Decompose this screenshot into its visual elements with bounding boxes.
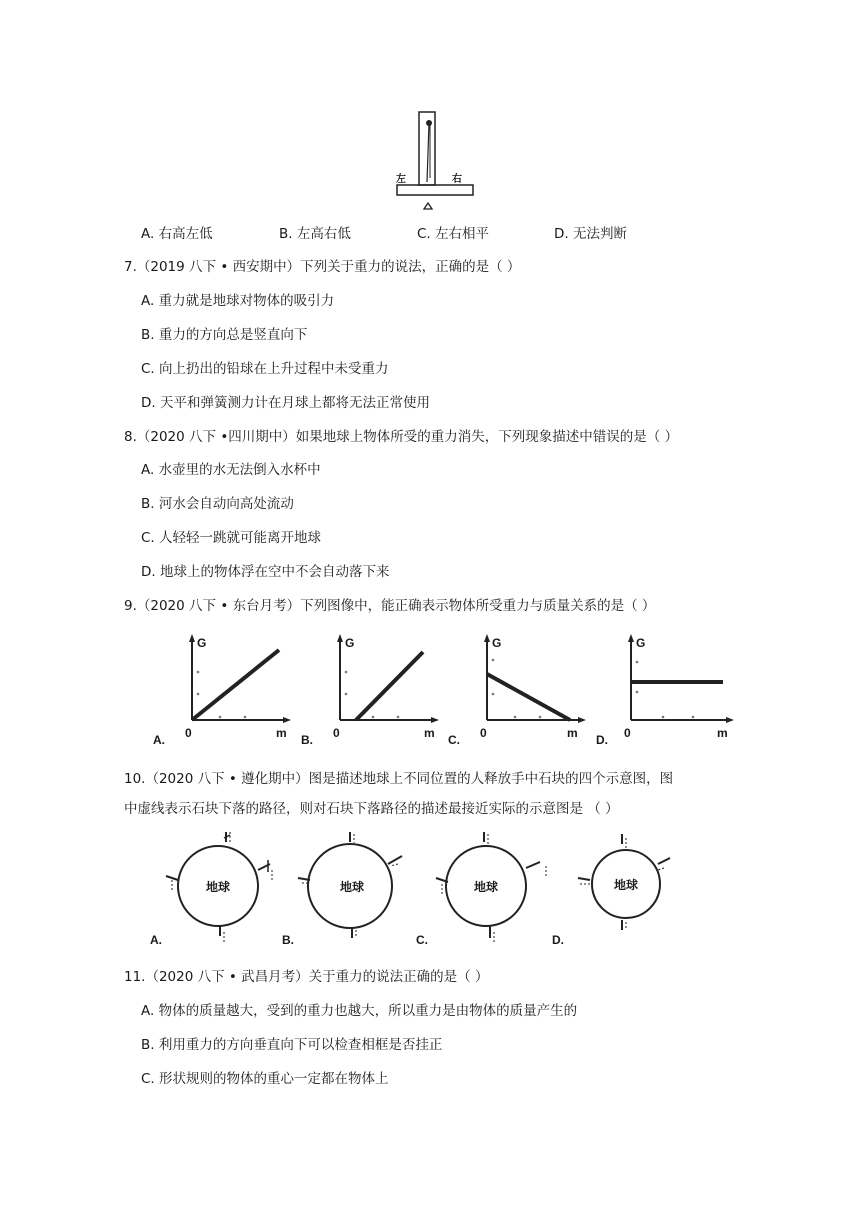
graph-c-ylabel: G (492, 636, 502, 650)
level-figure (390, 110, 480, 210)
graph-d-ylabel: G (636, 636, 646, 650)
q10-stem-line1: 10.（2020 八下 • 遵化期中）图是描述地球上不同位置的人释放手中石块的四个示意图，图 (124, 771, 674, 787)
q10-stem-line2: 中虚线表示石块下落的路径，则对石块下落路径的描述最接近实际的示意图是 （ ） (124, 801, 619, 817)
q6-option-c[interactable]: C. 左右相平 (417, 226, 490, 242)
q6-option-b[interactable]: B. 左高右低 (279, 226, 351, 242)
q6-option-a[interactable]: A. 右高左低 (141, 226, 213, 242)
q7-option-d[interactable]: D. 天平和弹簧测力计在月球上都将无法正常使用 (141, 395, 430, 411)
q11-option-c[interactable]: C. 形状规则的物体的重心一定都在物体上 (141, 1071, 389, 1087)
graph-a-option-label: A. (153, 733, 165, 747)
globe-a-option-label: A. (150, 933, 162, 947)
globe-c-label: 地球 (474, 880, 499, 894)
graph-option-b[interactable] (298, 632, 443, 748)
globe-b-option-label: B. (282, 933, 294, 947)
graph-b-xlabel: m (424, 726, 435, 740)
graph-c-option-label: C. (448, 733, 460, 747)
graph-option-a[interactable] (150, 632, 295, 748)
q11-option-a[interactable]: A. 物体的质量越大，受到的重力也越大，所以重力是由物体的质量产生的 (141, 1003, 578, 1019)
level-left-label: 左 (396, 174, 406, 185)
graph-option-d[interactable] (593, 632, 738, 748)
globe-option-c[interactable] (414, 828, 564, 950)
graph-a-origin: 0 (185, 726, 192, 740)
q9-stem: 9.（2020 八下 • 东台月考）下列图像中，能正确表示物体所受重力与质量关系的是（ ） (124, 598, 656, 614)
graph-a-xlabel: m (276, 726, 287, 740)
graph-c-xlabel: m (567, 726, 578, 740)
q8-option-b[interactable]: B. 河水会自动向高处流动 (141, 496, 294, 512)
globe-option-d[interactable] (550, 828, 690, 950)
q7-stem: 7.（2019 八下 • 西安期中）下列关于重力的说法，正确的是（ ） (124, 259, 521, 275)
graph-b-ylabel: G (345, 636, 355, 650)
graph-c-origin: 0 (480, 726, 487, 740)
graph-a-ylabel: G (197, 636, 207, 650)
globe-option-b[interactable] (280, 828, 420, 950)
globe-d-label: 地球 (614, 878, 639, 892)
plumb-level-diagram (390, 110, 480, 210)
q8-option-c[interactable]: C. 人轻轻一跳就可能离开地球 (141, 530, 322, 546)
graph-b-option-label: B. (301, 733, 313, 747)
q8-stem: 8.（2020 八下 •四川期中）如果地球上物体所受的重力消失，下列现象描述中错误的是（ ） (124, 429, 679, 445)
graph-option-c[interactable] (445, 632, 590, 748)
q8-option-a[interactable]: A. 水壶里的水无法倒入水杯中 (141, 462, 321, 478)
q8-option-d[interactable]: D. 地球上的物体浮在空中不会自动落下来 (141, 564, 390, 580)
q6-option-d[interactable]: D. 无法判断 (554, 226, 627, 242)
q11-stem: 11.（2020 八下 • 武昌月考）关于重力的说法正确的是（ ） (124, 969, 489, 985)
globe-c-option-label: C. (416, 933, 428, 947)
globe-option-a[interactable] (148, 828, 288, 950)
graph-d-origin: 0 (624, 726, 631, 740)
q11-option-b[interactable]: B. 利用重力的方向垂直向下可以检查相框是否挂正 (141, 1037, 443, 1053)
q7-option-a[interactable]: A. 重力就是地球对物体的吸引力 (141, 293, 335, 309)
globe-d-option-label: D. (552, 933, 564, 947)
q6-options (0, 225, 860, 245)
globe-b-label: 地球 (340, 880, 365, 894)
graph-d-xlabel: m (717, 726, 728, 740)
graph-d-option-label: D. (596, 733, 608, 747)
q7-option-c[interactable]: C. 向上扔出的铅球在上升过程中未受重力 (141, 361, 389, 377)
q7-option-b[interactable]: B. 重力的方向总是竖直向下 (141, 327, 308, 343)
graph-b-origin: 0 (333, 726, 340, 740)
globe-a-label: 地球 (206, 880, 231, 894)
level-right-label: 右 (452, 174, 462, 185)
